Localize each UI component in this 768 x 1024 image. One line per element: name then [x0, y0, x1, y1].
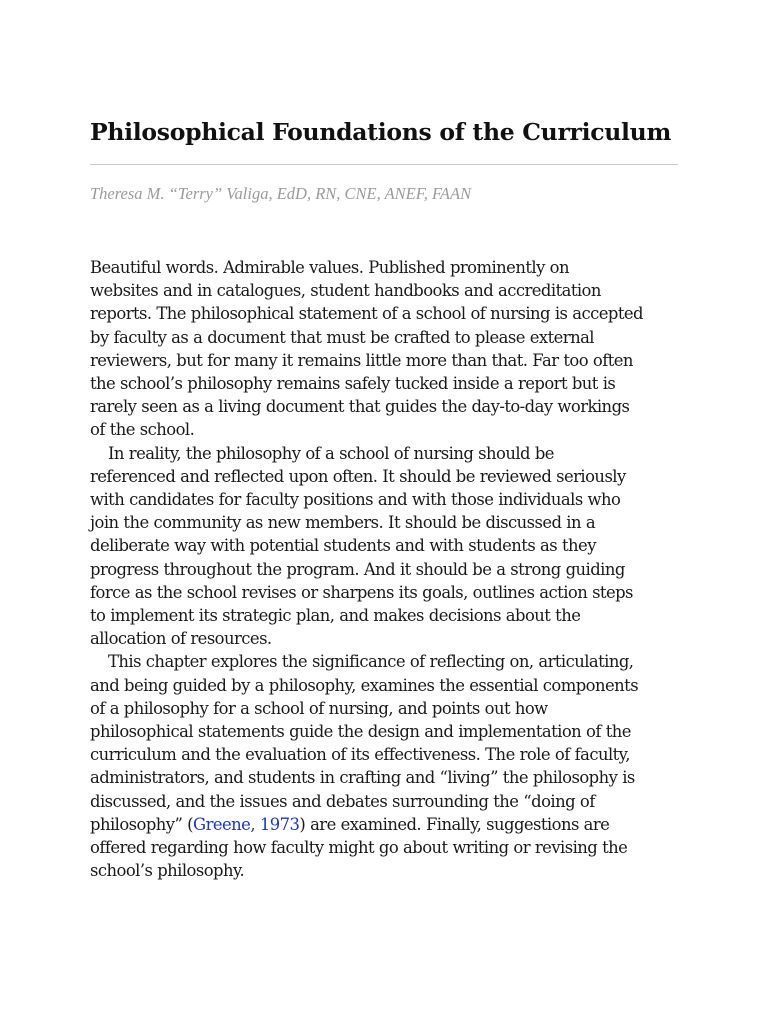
citation-link[interactable]: Greene, 1973 [193, 814, 300, 834]
text-line: with candidates for faculty positions and with those individuals who [90, 490, 621, 510]
text-line: and being guided by a philosophy, examines the essential components [90, 675, 639, 695]
paragraph-1 [90, 256, 678, 442]
text-line: to implement its strategic plan, and makes decisions about the [90, 606, 581, 626]
text-line: deliberate way with potential students and with students as they [90, 536, 596, 556]
text-line: of a philosophy for a school of nursing, and points out how [90, 698, 548, 718]
text-line: force as the school revises or sharpens its goals, outlines action steps [90, 582, 633, 602]
text-line: Beautiful words. Admirable values. Published prominently on [90, 258, 569, 277]
text-line: reviewers, but for many it remains little more than that. Far too often [90, 350, 633, 370]
text-line: the school’s philosophy remains safely tucked inside a report but is [90, 374, 616, 394]
citation-suffix: ) are examined. Finally, suggestions are [299, 814, 610, 834]
author-byline: Theresa M. “Terry” Valiga, EdD, RN, CNE, ANEF, FAAN [90, 184, 472, 203]
text-line: administrators, and students in crafting and “living” the philosophy is [90, 768, 635, 788]
text-line: reports. The philosophical statement of a school of nursing is accepted [90, 304, 643, 324]
text-line: by faculty as a document that must be crafted to please external [90, 327, 594, 347]
text-line: curriculum and the evaluation of its effectiveness. The role of faculty, [90, 745, 630, 765]
text-line: join the community as new members. It should be discussed in a [90, 513, 596, 533]
text-line: of the school. [90, 420, 195, 440]
text-line: discussed, and the issues and debates surrounding the “doing of [90, 791, 595, 811]
text-line: rarely seen as a living document that guides the day-to-day workings [90, 397, 630, 417]
text-line: websites and in catalogues, student handbooks and accreditation [90, 281, 601, 301]
text-line: referenced and reflected upon often. It should be reviewed seriously [90, 466, 626, 486]
citation-line [90, 813, 678, 836]
document-page [90, 0, 678, 1024]
body-text [90, 256, 678, 882]
text-line: In reality, the philosophy of a school of nursing should be [108, 443, 554, 463]
text-line: school’s philosophy. [90, 861, 245, 881]
text-line: allocation of resources. [90, 629, 272, 649]
paragraph-2 [90, 442, 678, 651]
citation-prefix: philosophy” ( [90, 814, 194, 834]
title-divider [90, 164, 678, 165]
text-line: offered regarding how faculty might go about writing or revising the [90, 838, 628, 858]
paragraph-3 [90, 650, 678, 882]
text-line: This chapter explores the significance of reflecting on, articulating, [108, 652, 634, 672]
text-line: progress throughout the program. And it should be a strong guiding [90, 559, 625, 579]
text-line: philosophical statements guide the design and implementation of the [90, 722, 631, 742]
chapter-title: Philosophical Foundations of the Curriculum [90, 118, 672, 146]
